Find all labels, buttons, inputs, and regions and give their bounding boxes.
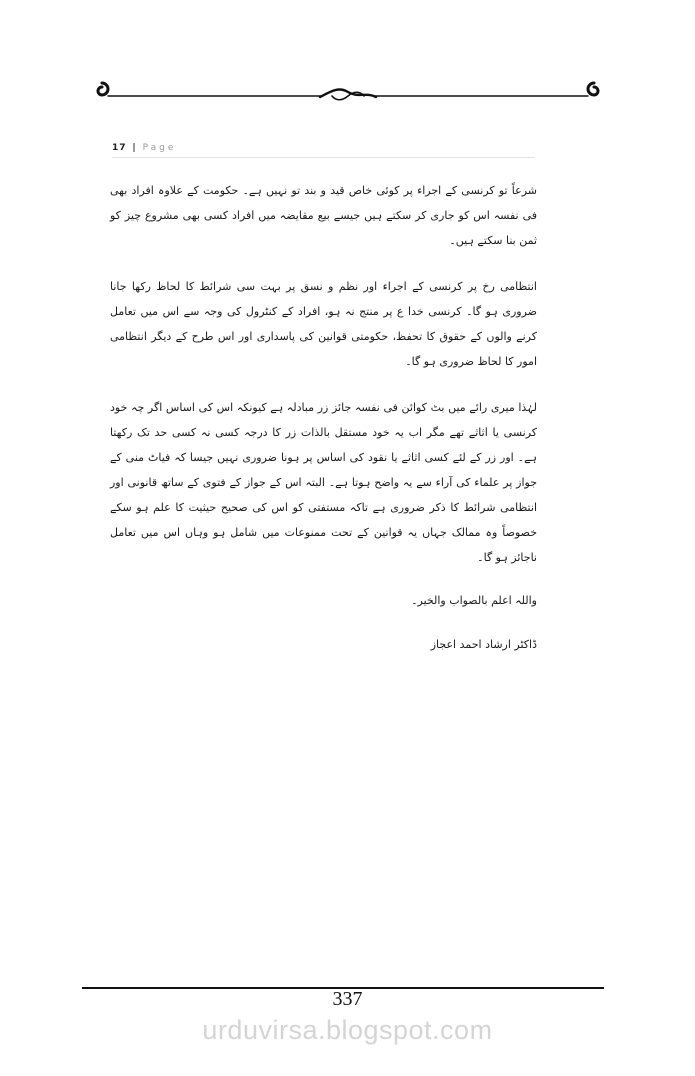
header-ornament — [88, 70, 608, 110]
closing-line: واللہ اعلم بالصواب والخیر۔ — [411, 594, 537, 607]
paragraph-3: لہٰذا میری رائے میں بٹ کوائن فی نفسہ جائز زر مبادلہ ہے کیونکہ اس کی اساس اگر چہ خود کرنسی یا اثاثے تھے مگر اب یہ خود مستقل بالذات زر کا درجہ کسی نہ کسی حد تک رکھتا ہے۔ اور زر کے لئے کسی اثاثے یا نقود کی اساس پر ہونا ضروری نہیں جیسا کہ فیاٹ منی کے جواز پر علماء کی آراء سے یہ واضح ہوتا ہے۔ البتہ اس کے جواز کے فتوی کے ساتھ قانونی اور انتظامی شرائط کا ذکر ضروری ہے تاکہ مستفتی کو اس کی صحیح حیثیت کا علم ہو سکے خصوصاً وہ ممالک جہاں یہ قوانین کے تحت ممنوعات میں شامل ہو وہاں اس میں تعامل ناجائز ہو گا۔ — [110, 401, 537, 564]
paragraph-1: شرعاً تو کرنسی کے اجراء پر کوئی خاص قید و بند تو نہیں ہے۔ حکومت کے علاوہ افراد بھی فی نفسہ اس کو جاری کر سکتے ہیں جیسے بیع مقایضہ میں افراد کسی بھی مشروع چیز کو ثمن بنا سکتے ہیں۔ — [110, 184, 537, 247]
page-label-word: Page — [142, 143, 177, 153]
author-signature: ڈاکٹر ارشاد احمد اعجاز — [430, 638, 537, 651]
page-label-number: 17 — [112, 143, 127, 153]
watermark: urduvirsa.blogspot.com — [202, 1015, 493, 1045]
article-body — [110, 178, 537, 655]
header-rule — [112, 157, 535, 158]
paragraph-2: انتظامی رخ پر کرنسی کے اجراء اور نظم و نسق پر بہت سی شرائط کا لحاظ رکھا جانا ضروری ہو گا۔ کرنسی خدا ع پر منتج نہ ہو، افراد کے کنٹرول کی وجہ سے اس میں تعامل کرنے والوں کے حقوق کا تحفظ، حکومتی قوانین کی پاسداری اور اس طرح کے دیگر انتظامی امور کا لحاظ ضروری ہو گا۔ — [110, 280, 537, 368]
page-number: 337 — [332, 988, 363, 1010]
page-label-separator: | — [132, 143, 137, 153]
page-label — [112, 143, 176, 153]
